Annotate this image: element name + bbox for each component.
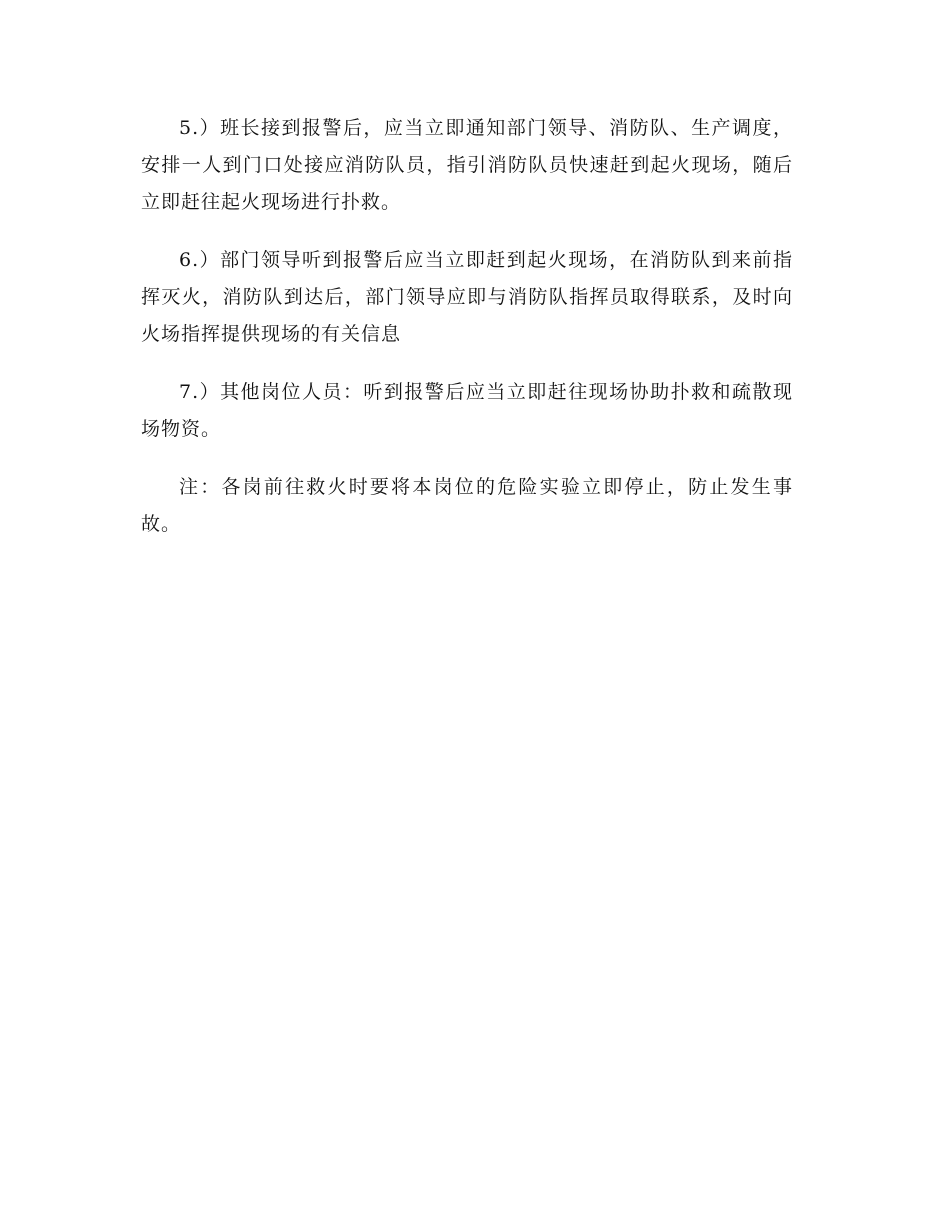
- paragraph-note: 注：各岗前往救火时要将本岗位的危险实验立即停止，防止发生事故。: [141, 476, 793, 535]
- paragraph-7-other-staff: 7.）其他岗位人员：听到报警后应当立即赶往现场协助扑救和疏散现场物资。: [141, 381, 793, 440]
- document-body: [141, 110, 793, 564]
- paragraph-5-squad-leader: 5.）班长接到报警后，应当立即通知部门领导、消防队、生产调度，安排一人到门口处接应消防队员，指引消防队员快速赶到起火现场，随后立即赶往起火现场进行扑救。: [141, 117, 793, 213]
- paragraph-6-department-leader: 6.）部门领导听到报警后应当立即赶到起火现场，在消防队到来前指挥灭火，消防队到达后，部门领导应即与消防队指挥员取得联系，及时向火场指挥提供现场的有关信息: [141, 249, 793, 345]
